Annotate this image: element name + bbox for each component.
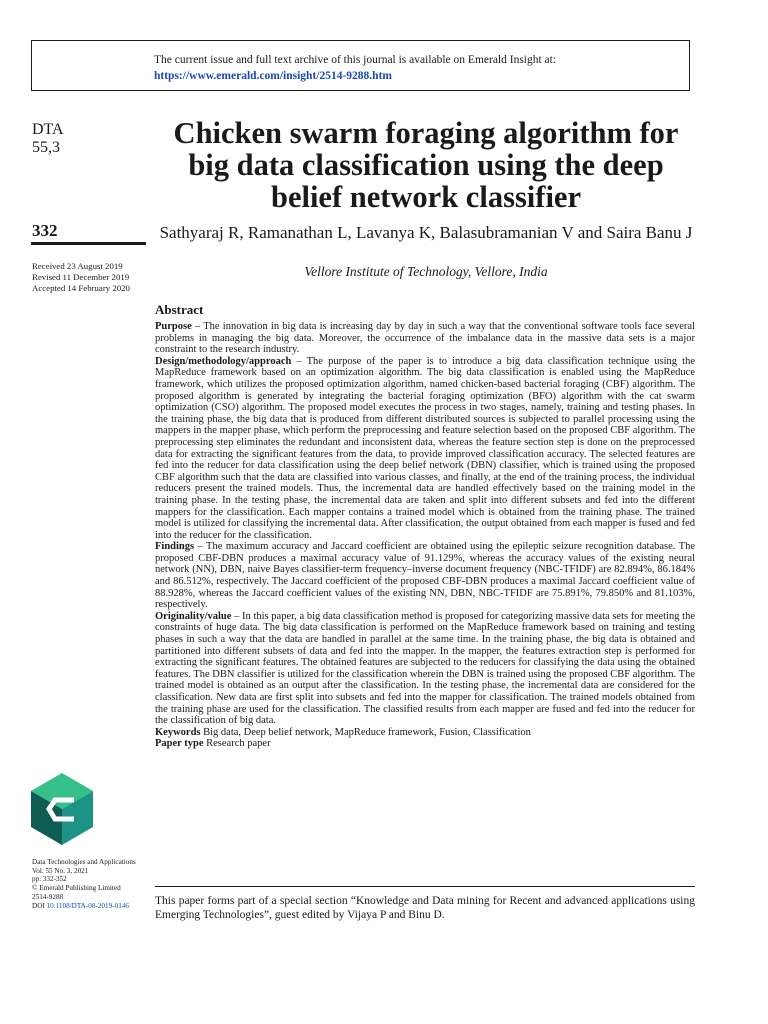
page-number: 332: [32, 221, 58, 240]
submission-dates: [32, 261, 130, 294]
abstract-keywords: [155, 727, 695, 739]
journal-access-banner: [31, 40, 690, 91]
journal-volume: Vol. 55 No. 3, 2021: [32, 866, 89, 875]
special-section-footnote: This paper forms part of a special section “Knowledge and Data mining for Recent and advanced applications using Emerging Technologies”, guest edited by Vijaya P and Binu D.: [155, 895, 695, 921]
journal-abbr: DTA: [32, 121, 64, 138]
received-date: Received 23 August 2019: [32, 261, 123, 271]
abstract-originality: [155, 611, 695, 727]
originality-label: Originality/value: [155, 610, 232, 622]
banner-text: [154, 52, 556, 84]
originality-text: – In this paper, a big data classification method is proposed for categorizing massive data sets for meeting the constraints of huge data. The big data classification is performed on the MapReduce framework based on training and testing phases in such a way that the data are handled in parallel at the same time. In the training phase, the big data is obtained and partitioned into different subsets of data and fed into the mapper. In the mapper, the features extraction step is performed for extracting the significant features. The obtained features are subjected to the reducers for classifying the data using the obtained features. The DBN classifier is utilized for the classification wherein the DBN is trained using the proposed CBF algorithm. The trained model is obtained as an output after the classification. In the testing phase, the incremental data are considered for the classification. New data are first split into subsets and fed into the mapper for classification. The trained models obtained from the training phase are used for the classification. The classified results from each mapper are fused and fed into the reducer for the classification of big data.: [155, 610, 695, 727]
journal-name: Data Technologies and Applications: [32, 858, 136, 866]
article-authors: Sathyaraj R, Ramanathan L, Lavanya K, Balasubramanian V and Saira Banu J: [159, 223, 693, 242]
design-label: Design/methodology/approach: [155, 355, 292, 367]
journal-publisher: © Emerald Publishing Limited: [32, 884, 121, 893]
purpose-text: – The innovation in big data is increasing day by day in such a way that the conventional software tools face several problems in managing the big data. Moreover, the occurrence of the imbalance data in the massive data sets is a major constraint to the research industry.: [155, 321, 695, 356]
journal-logo-icon: [31, 773, 93, 845]
accepted-date: Accepted 14 February 2020: [32, 283, 130, 293]
abstract-design: [155, 356, 695, 542]
revised-date: Revised 11 December 2019: [32, 272, 130, 282]
purpose-label: Purpose: [155, 321, 192, 332]
article-title: Chicken swarm foraging algorithm for big data classification using the deep belief network classifier: [173, 116, 679, 214]
doi-link[interactable]: 10.1108/DTA-08-2019-0146: [46, 901, 129, 910]
journal-info: [32, 858, 142, 910]
abstract-section: [155, 303, 695, 750]
author-affiliation: Vellore Institute of Technology, Vellore, India: [304, 264, 548, 279]
journal-code: [32, 121, 64, 157]
abstract-paper-type: [155, 738, 695, 750]
findings-text: – The maximum accuracy and Jaccard coefficient are obtained using the epileptic seizure recognition database. The proposed CBF-DBN produces a maximal accuracy value of 91.129%, whereas the accuracy values of the existing neural network (NN), DBN, naive Bayes classifier-term frequency–inverse document frequency (NBC-TFIDF) are 82.894%, 86.184% and 86.512%, respectively. The Jaccard coefficient of the proposed CBF-DBN produces a maximal Jaccard coefficient value of 88.928%, whereas the Jaccard coefficient values of the existing NN, DBN, NBC-TFIDF are 75.891%, 79.850% and 81.103%, respectively.: [155, 541, 695, 611]
design-text: – The purpose of the paper is to introduce a big data classification technique using the MapReduce framework based on an optimization algorithm. The big data classification is enabled using the MapReduce framework, which utilizes the proposed optimization algorithm, named chicken-based bacterial foraging (CBF) algorithm. The proposed algorithm is generated by integrating the bacterial foraging optimization (BFO) algorithm with the cat swarm optimization (CSO) algorithm. The proposed model executes the process in two stages, namely, training and testing phases. In the training phase, the big data that is produced from different distributed sources is subjected to parallel processing using the mappers in the mapper phase, which perform the preprocessing and feature selection based on the proposed CBF algorithm. The preprocessing step eliminates the redundant and inconsistent data, whereas the feature section step is done on the preprocessed data for extracting the significant features from the data, to provide improved classification accuracy. The selected features are fed into the reducer for data classification using the deep belief network (DBN) classifier, which is trained using the proposed CBF algorithm such that the data are classified into various classes, and finally, at the end of the training process, the individual reducers present the trained models. Thus, the incremental data are handled effectively based on the training model in the training phase. In the testing phase, the incremental data are taken and split into different subsets and fed into the different mappers for the classification. Each mapper contains a trained model which is obtained from the training phase. The trained model is utilized for classifying the incremental data. After classification, the output obtained from each mapper is fused and fed into the reducer for the classification.: [155, 355, 695, 541]
paper-type-label: Paper type: [155, 738, 204, 750]
journal-pages: pp. 332-352: [32, 875, 67, 884]
abstract-purpose: [155, 321, 695, 356]
abstract-heading: Abstract: [155, 302, 204, 317]
findings-label: Findings: [155, 541, 195, 553]
volume-issue: 55,3: [32, 139, 60, 156]
abstract-findings: [155, 541, 695, 611]
page-number-rule: [31, 242, 146, 245]
keywords-text: Big data, Deep belief network, MapReduce framework, Fusion, Classification: [200, 726, 531, 738]
journal-doi: [32, 902, 142, 911]
paper-type-text: Research paper: [203, 738, 271, 750]
doi-label: DOI: [32, 901, 45, 910]
journal-url-link[interactable]: https://www.emerald.com/insight/2514-9288.htm: [154, 70, 392, 82]
banner-notice: The current issue and full text archive of this journal is available on Emerald Insight at:: [154, 54, 557, 66]
footnote-rule: [155, 886, 695, 887]
journal-issn: 2514-9288: [32, 892, 64, 901]
keywords-label: Keywords: [155, 726, 201, 738]
